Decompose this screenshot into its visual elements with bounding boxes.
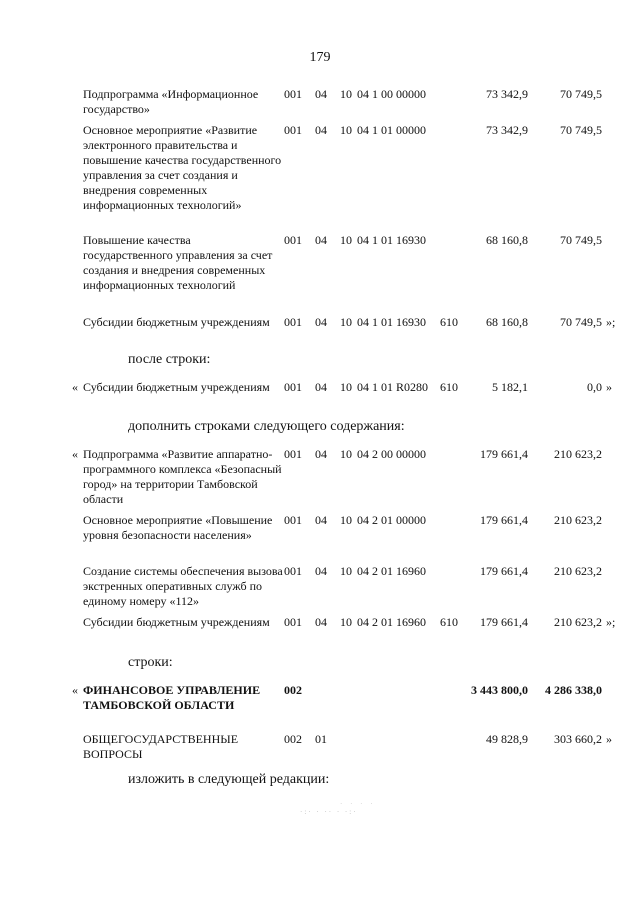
code-subsection: 10	[340, 123, 352, 137]
value-year2: 70 749,5	[560, 233, 602, 247]
code-admin: 001	[284, 615, 302, 629]
code-expense-type: 610	[440, 615, 458, 629]
page-number: 179	[309, 50, 331, 65]
row-name: Основное мероприятие «Повышение уровня безопасности населения»	[83, 513, 273, 542]
row-name: Подпрограмма «Информационное государство»	[83, 87, 259, 116]
opening-quote: «	[72, 380, 78, 394]
code-admin: 001	[284, 87, 302, 101]
row-name: Повышение качества государственного управления за счет создания и внедрения современных информационных технологий	[83, 233, 273, 292]
value-year1: 49 828,9	[486, 732, 528, 746]
row-name: Создание системы обеспечения вызова экстренных оперативных служб по единому номеру «112»	[83, 564, 283, 608]
code-section: 04	[315, 380, 327, 394]
code-admin: 002	[284, 732, 302, 746]
code-section: 04	[315, 123, 327, 137]
code-subsection: 10	[340, 615, 352, 629]
row-name: Подпрограмма «Развитие аппаратно-программного комплекса «Безопасный город» на территории Тамбовской области	[83, 447, 282, 506]
code-subsection: 10	[340, 315, 352, 329]
code-section: 04	[315, 615, 327, 629]
code-admin: 002	[284, 683, 302, 697]
code-section: 04	[315, 87, 327, 101]
value-year2: 70 749,5	[560, 87, 602, 101]
code-subsection: 10	[340, 447, 352, 461]
value-year1: 179 661,4	[480, 447, 528, 461]
closing-quote: »;	[606, 315, 616, 329]
value-year2: 70 749,5	[560, 315, 602, 329]
code-section: 04	[315, 315, 327, 329]
code-target: 04 1 00 00000	[357, 87, 426, 101]
instruction-final: изложить в следующей редакции:	[128, 772, 330, 787]
value-year1: 73 342,9	[486, 87, 528, 101]
opening-quote: «	[72, 447, 78, 461]
code-admin: 001	[284, 513, 302, 527]
code-target: 04 2 01 16960	[357, 564, 426, 578]
value-year1: 68 160,8	[486, 233, 528, 247]
code-target: 04 1 01 16930	[357, 233, 426, 247]
value-year1: 68 160,8	[486, 315, 528, 329]
value-year1: 3 443 800,0	[471, 683, 528, 697]
value-year2: 4 286 338,0	[545, 683, 602, 697]
code-admin: 001	[284, 380, 302, 394]
code-admin: 001	[284, 233, 302, 247]
row-name: Субсидии бюджетным учреждениям	[83, 380, 270, 394]
code-section: 04	[315, 513, 327, 527]
code-admin: 001	[284, 123, 302, 137]
closing-quote: »	[606, 732, 612, 746]
code-target: 04 2 01 16960	[357, 615, 426, 629]
value-year2: 210 623,2	[554, 447, 602, 461]
scan-artifact: ·:· · ·· · ·:·	[300, 808, 358, 816]
code-target: 04 1 01 R0280	[357, 380, 429, 394]
instruction-add-rows: дополнить строками следующего содержания:	[128, 419, 405, 434]
value-year2: 210 623,2	[554, 564, 602, 578]
code-section: 04	[315, 233, 327, 247]
code-admin: 001	[284, 315, 302, 329]
code-section: 01	[315, 732, 327, 746]
scan-artifact: · · · ·	[340, 800, 376, 808]
row-name: Субсидии бюджетным учреждениям	[83, 315, 270, 329]
code-target: 04 2 00 00000	[357, 447, 426, 461]
closing-quote: »	[606, 380, 612, 394]
code-admin: 001	[284, 447, 302, 461]
code-subsection: 10	[340, 87, 352, 101]
value-year1: 179 661,4	[480, 564, 528, 578]
code-target: 04 1 01 16930	[357, 315, 426, 329]
value-year2: 0,0	[587, 380, 602, 394]
row-name: Субсидии бюджетным учреждениям	[83, 615, 270, 629]
code-subsection: 10	[340, 233, 352, 247]
value-year2: 70 749,5	[560, 123, 602, 137]
instruction-rows: строки:	[128, 655, 173, 670]
value-year1: 179 661,4	[480, 615, 528, 629]
value-year1: 5 182,1	[492, 380, 528, 394]
instruction-after-row: после строки:	[128, 352, 211, 367]
row-name: ФИНАНСОВОЕ УПРАВЛЕНИЕ ТАМБОВСКОЙ ОБЛАСТИ	[83, 683, 261, 712]
row-name: Основное мероприятие «Развитие электронного правительства и повышение качества государственного управления за счет создания и внедрения современных информационных технологий»	[83, 123, 282, 212]
code-target: 04 2 01 00000	[357, 513, 426, 527]
value-year1: 73 342,9	[486, 123, 528, 137]
value-year2: 210 623,2	[554, 615, 602, 629]
code-subsection: 10	[340, 564, 352, 578]
opening-quote: «	[72, 683, 78, 697]
code-target: 04 1 01 00000	[357, 123, 426, 137]
code-subsection: 10	[340, 380, 352, 394]
code-section: 04	[315, 564, 327, 578]
code-subsection: 10	[340, 513, 352, 527]
value-year1: 179 661,4	[480, 513, 528, 527]
code-expense-type: 610	[440, 380, 458, 394]
code-admin: 001	[284, 564, 302, 578]
code-expense-type: 610	[440, 315, 458, 329]
code-section: 04	[315, 447, 327, 461]
value-year2: 303 660,2	[554, 732, 602, 746]
row-name: ОБЩЕГОСУДАРСТВЕННЫЕ ВОПРОСЫ	[83, 732, 239, 761]
closing-quote: »;	[606, 615, 616, 629]
value-year2: 210 623,2	[554, 513, 602, 527]
